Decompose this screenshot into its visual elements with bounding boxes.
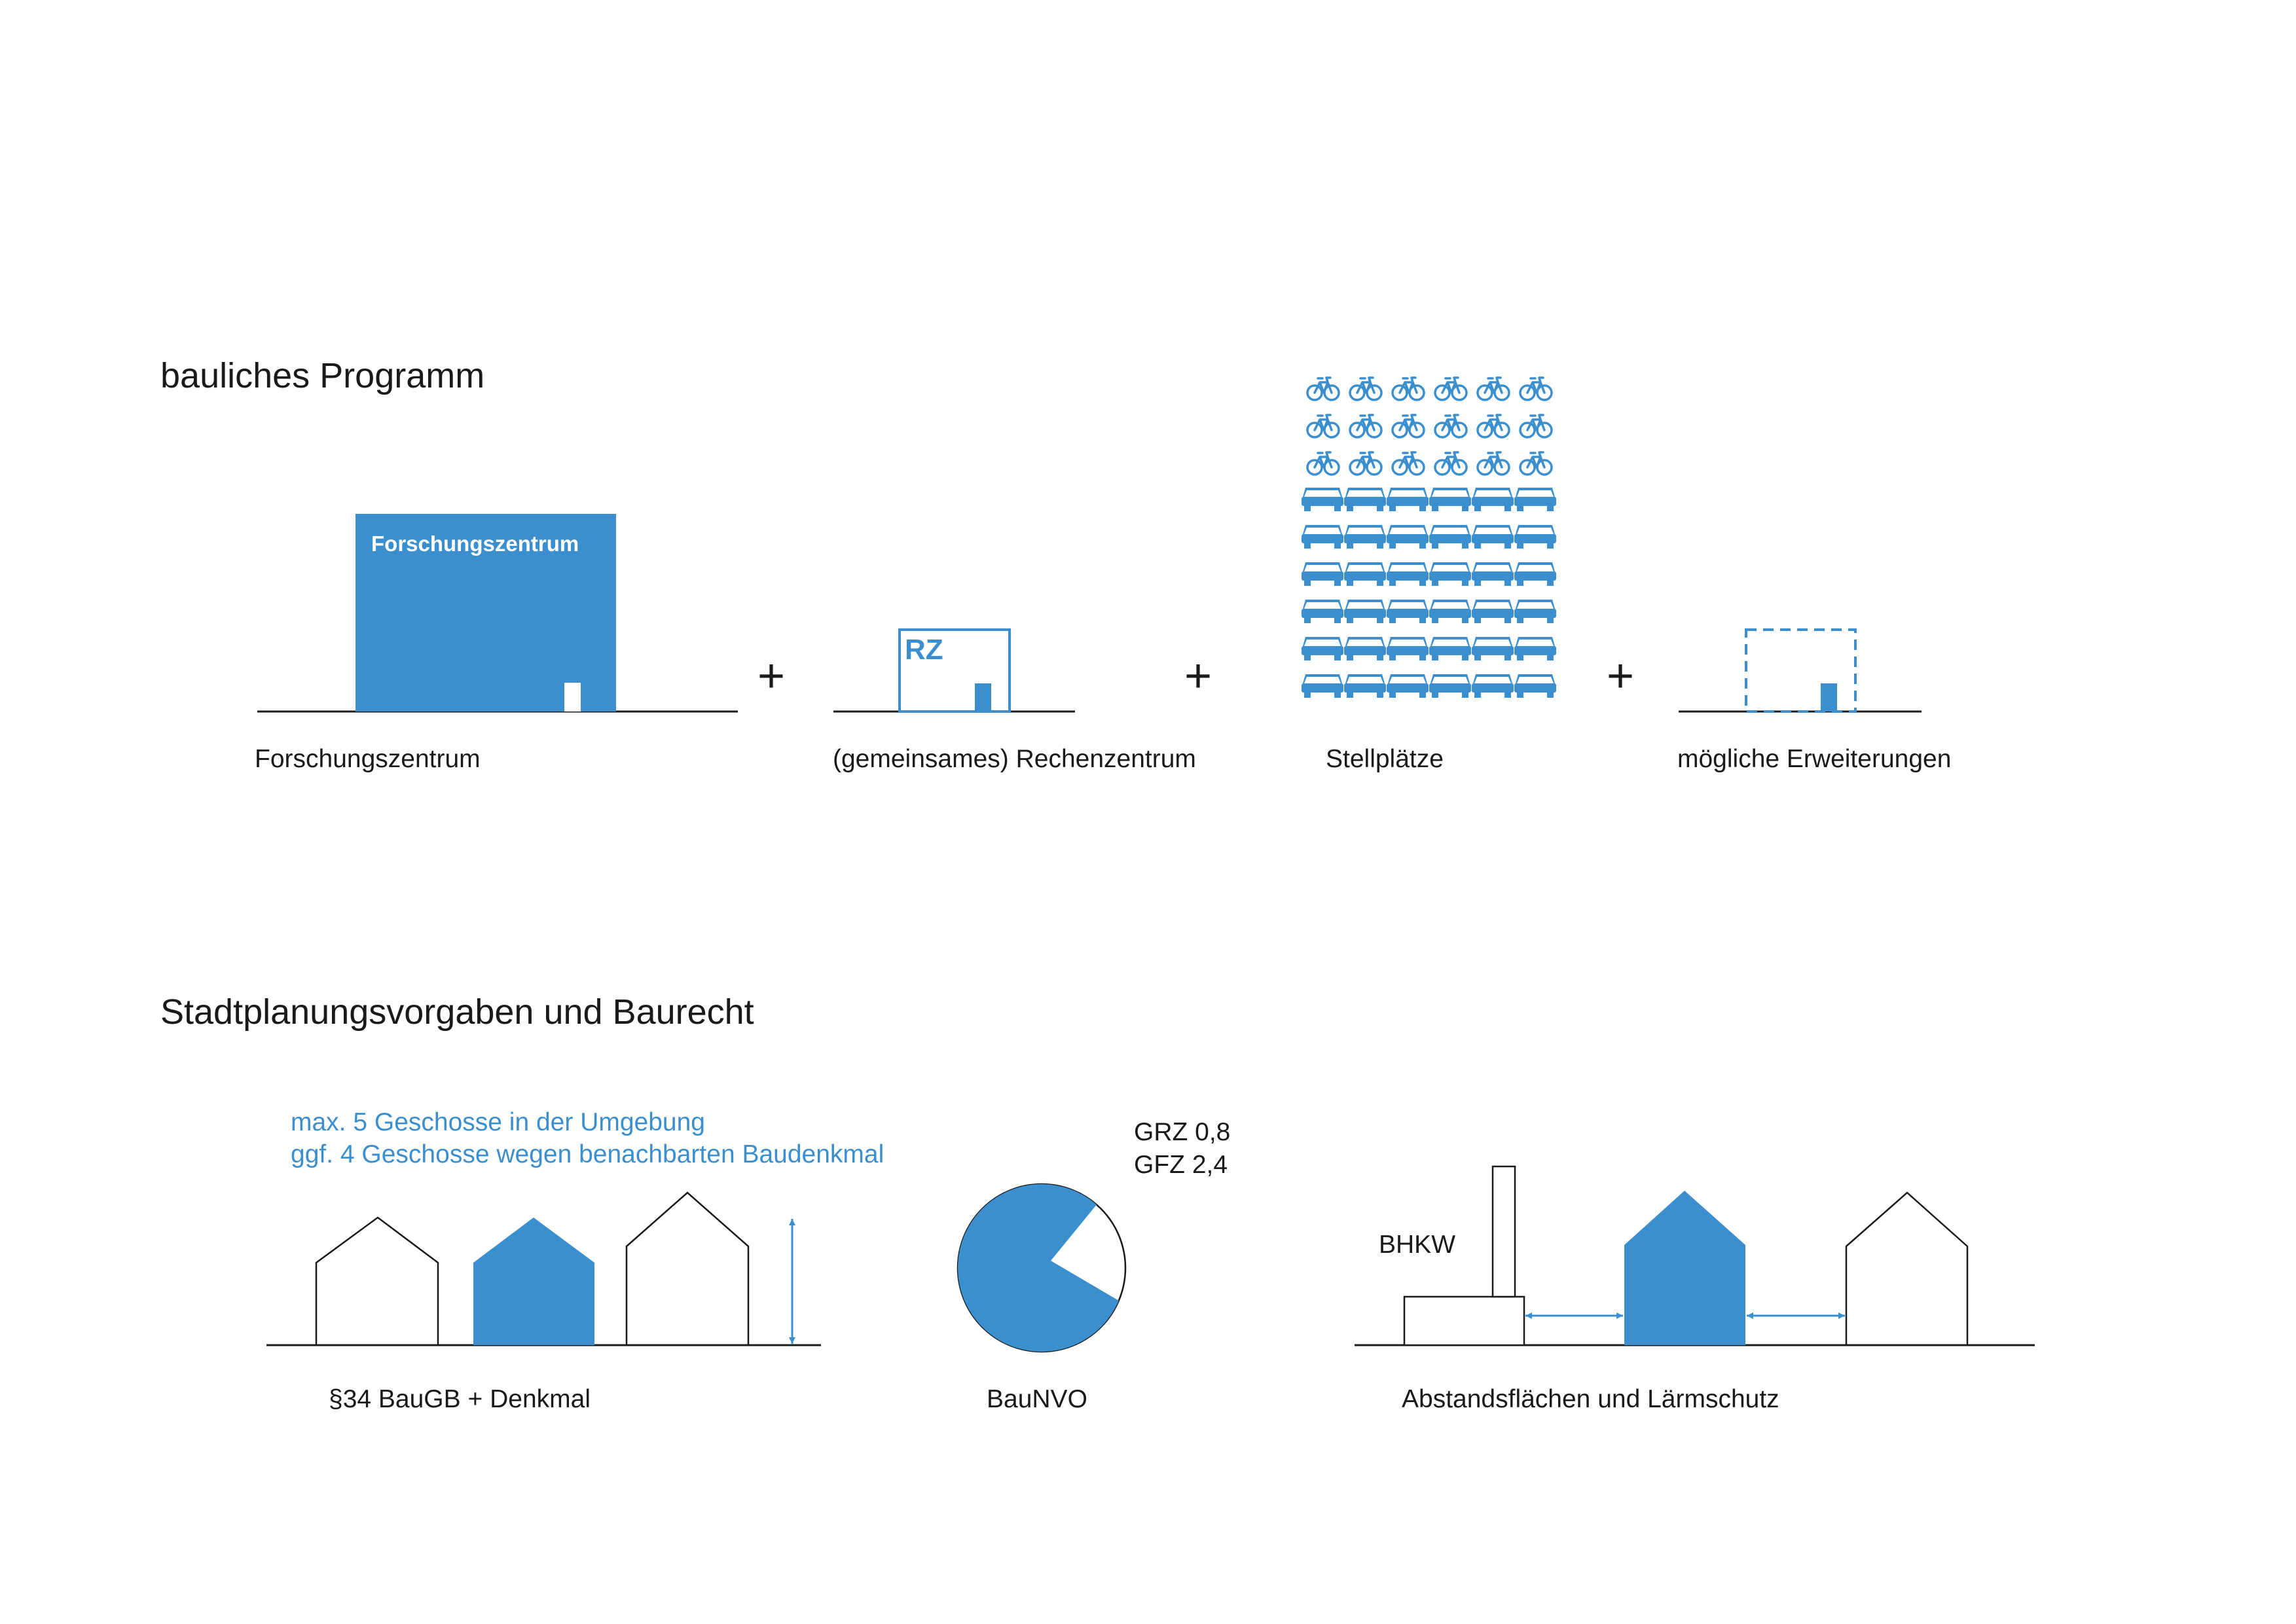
car-icon (1429, 488, 1471, 511)
door (564, 683, 581, 712)
erweiterung-diagram (1679, 630, 1922, 712)
house-blue (473, 1218, 594, 1345)
car-icon (1302, 488, 1343, 511)
car-icon (1429, 600, 1471, 623)
section1-heading: bauliches Programm (160, 356, 485, 395)
car-icon (1302, 600, 1343, 623)
house-outline-left (316, 1218, 438, 1345)
bike-icon (1393, 415, 1424, 437)
door (975, 683, 991, 712)
section2-heading: Stadtplanungsvorgaben und Baurecht (160, 992, 754, 1032)
car-icon (1387, 600, 1429, 623)
car-icon (1344, 525, 1386, 549)
plus-sign-1: + (757, 650, 786, 702)
house-outline-right (1846, 1193, 1967, 1345)
car-icon (1387, 525, 1429, 549)
car-icon (1387, 637, 1429, 660)
car-icon (1387, 562, 1429, 586)
bike-icon (1393, 452, 1424, 475)
car-icon (1472, 637, 1514, 660)
car-icon (1429, 562, 1471, 586)
caption-baunvo: BauNVO (987, 1385, 1087, 1413)
car-icon (1344, 674, 1386, 698)
plus-sign-2: + (1184, 650, 1212, 702)
car-icon (1514, 562, 1556, 586)
caption-forschungszentrum: Forschungszentrum (255, 745, 481, 773)
baugb-diagram (266, 1193, 821, 1345)
car-icon (1429, 674, 1471, 698)
bike-icon (1520, 452, 1552, 475)
rechenzentrum-diagram (833, 630, 1075, 712)
car-icon (1514, 525, 1556, 549)
car-icon (1344, 600, 1386, 623)
caption-rechenzentrum: (gemeinsames) Rechenzentrum (833, 745, 1196, 773)
forschungszentrum-block-label: Forschungszentrum (371, 532, 579, 556)
caption-abstand: Abstandsflächen und Lärmschutz (1402, 1385, 1779, 1413)
caption-baugb: §34 BauGB + Denkmal (329, 1385, 591, 1413)
erweiterung-outline (1746, 630, 1855, 712)
bike-icon (1520, 378, 1552, 400)
bike-icon (1520, 415, 1552, 437)
bike-icon (1307, 415, 1339, 437)
car-icon (1429, 525, 1471, 549)
baunvo-pie (958, 1184, 1125, 1352)
car-icon (1514, 637, 1556, 660)
car-icon (1514, 600, 1556, 623)
caption-erweiterungen: mögliche Erweiterungen (1677, 745, 1952, 773)
car-icon (1514, 674, 1556, 698)
bike-icon (1435, 415, 1467, 437)
car-icon (1472, 600, 1514, 623)
car-icon (1472, 562, 1514, 586)
car-icon (1472, 674, 1514, 698)
door (1821, 683, 1837, 712)
abstand-diagram (1355, 1166, 2035, 1345)
house-blue (1624, 1191, 1745, 1345)
bhkw-building (1404, 1297, 1524, 1345)
house-outline-right (627, 1193, 748, 1345)
car-icon (1344, 562, 1386, 586)
car-icon (1344, 637, 1386, 660)
car-icon (1302, 525, 1343, 549)
geschosse-note-line1: max. 5 Geschosse in der Umgebung (291, 1108, 705, 1136)
car-icon (1514, 488, 1556, 511)
chimney (1493, 1166, 1515, 1297)
car-icon (1387, 488, 1429, 511)
car-icon (1302, 562, 1343, 586)
car-icon (1302, 637, 1343, 660)
bike-icon (1435, 378, 1467, 400)
car-icon (1387, 674, 1429, 698)
bike-icon (1350, 415, 1381, 437)
bike-icon (1350, 378, 1381, 400)
car-icon (1472, 525, 1514, 549)
caption-stellplaetze: Stellplätze (1326, 745, 1444, 773)
car-icon (1344, 488, 1386, 511)
bike-icon (1478, 378, 1509, 400)
car-icon (1429, 637, 1471, 660)
car-icon (1302, 674, 1343, 698)
bike-icon (1307, 378, 1339, 400)
stellplaetze-grid (1302, 378, 1556, 698)
car-icon (1472, 488, 1514, 511)
bike-icon (1435, 452, 1467, 475)
gfz-label: GFZ 2,4 (1134, 1151, 1228, 1179)
bhkw-label: BHKW (1379, 1231, 1455, 1259)
bike-icon (1393, 378, 1424, 400)
bike-icon (1350, 452, 1381, 475)
grz-label: GRZ 0,8 (1134, 1118, 1231, 1146)
rz-label: RZ (905, 634, 943, 666)
bike-icon (1478, 415, 1509, 437)
geschosse-note-line2: ggf. 4 Geschosse wegen benachbarten Baudenkmal (291, 1140, 884, 1168)
bike-icon (1307, 452, 1339, 475)
bike-icon (1478, 452, 1509, 475)
plus-sign-3: + (1607, 650, 1635, 702)
